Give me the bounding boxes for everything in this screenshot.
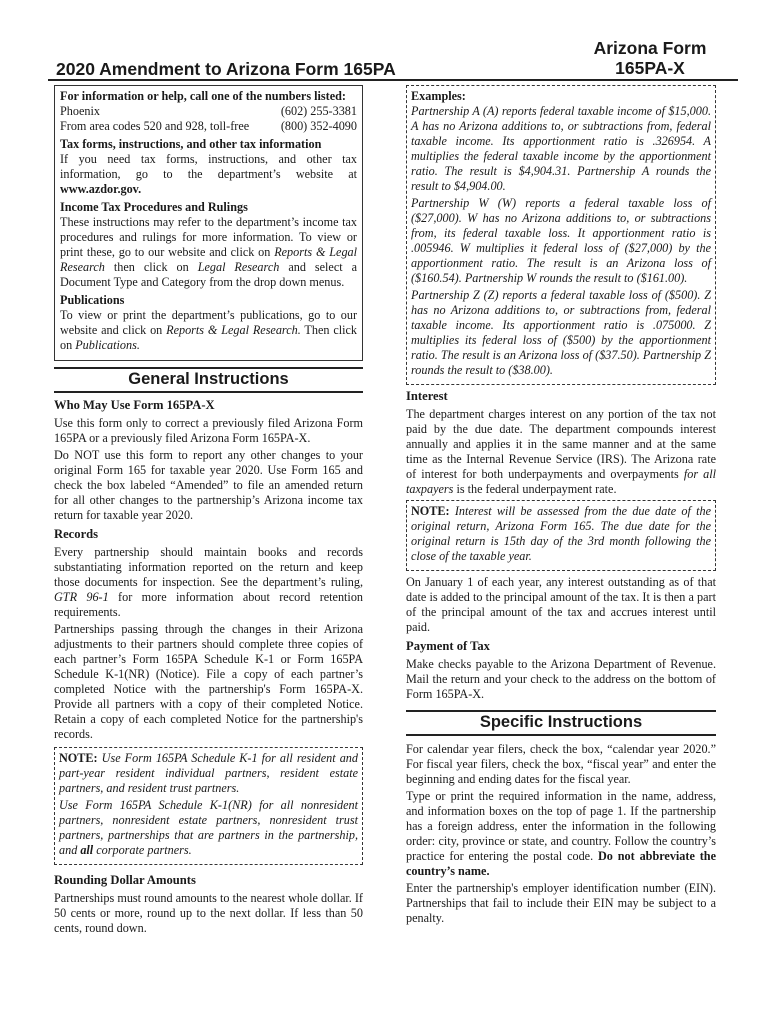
rulings-heading: Income Tax Procedures and Rulings — [60, 200, 248, 214]
records-p1-b: for more information about record retention requirements. — [54, 590, 364, 619]
right-column — [406, 85, 716, 928]
example-1: Partnership A (A) reports federal taxable income of $15,000. A has no Arizona additions to, or subtractions from, federal taxable income. Its apportionment ratio is .326954. A multiplies the federal taxable income by the apportionment ratio. The result is $4,904.31. Partnership A rounds the result to $4,904.00. — [411, 104, 711, 193]
interest-p1-b: is the federal underpayment rate. — [456, 482, 617, 496]
who-p2: Do NOT use this form to report any other changes to your original Form 165 for taxable year 2020. Use Form 165 and check the box labeled “Amended” to file an amended return for all other changes to the partnership’s Arizona income tax return for taxable year 2020. — [54, 448, 363, 522]
pubs-text-2: Then click on — [60, 323, 358, 352]
phoenix-number: (602) 255-3381 — [280, 104, 357, 118]
interest-note — [411, 504, 711, 564]
form-number-line2: 165PA-X — [615, 58, 685, 78]
forms-text — [60, 152, 357, 197]
area-number: (800) 352-4090 — [280, 119, 357, 133]
rounding-p: Partnerships must round amounts to the nearest whole dollar. If 50 cents or more, round up to the next dollar. If less than 50 cents, round down. — [54, 891, 363, 935]
example-2: Partnership W (W) reports a federal taxable loss of ($27,000). W has no Arizona additions to, or subtractions from, its federal taxable loss. It apportionment ratio is .005946. W multiplies it federal loss of ($27,000) by the apportionment ratio. The result is an Arizona loss of ($160.54). Partnership W rounds the result to ($161.00). — [411, 196, 711, 285]
form-title: 2020 Amendment to Arizona Form 165PA — [56, 59, 396, 79]
who-heading: Who May Use Form 165PA-X — [54, 398, 215, 412]
specific-p2 — [406, 789, 716, 879]
interest-heading: Interest — [406, 389, 448, 403]
records-heading: Records — [54, 527, 99, 541]
k1-note-all: all — [80, 843, 94, 857]
k1-note-label: NOTE: — [59, 751, 98, 765]
form-number — [580, 38, 720, 78]
k1-note-p2 — [59, 798, 358, 858]
examples-heading: Examples: — [411, 89, 466, 103]
payment-heading: Payment of Tax — [406, 639, 490, 653]
pubs-text — [60, 308, 357, 353]
forms-heading: Tax forms, instructions, and other tax information — [60, 137, 322, 151]
left-column — [54, 85, 363, 938]
k1-note-p1-text: Use Form 165PA Schedule K-1 for all resident and part-year resident individual partners, resident estate partners, and resident trust partners. — [59, 751, 358, 795]
forms-text-body: If you need tax forms, instructions, and other tax information, go to the department’s website at — [60, 152, 357, 181]
rulings-text — [60, 215, 357, 290]
specific-p2-text: Type or print the required information in the name, address, and information boxes on the top of page 1. If the partnership has a foreign address, enter the information in the following order: city, province or state, and country. Follow the country’s practice for entering the postal code. — [406, 789, 716, 863]
publications-link[interactable]: Publications. — [75, 338, 140, 352]
general-instructions-title: General Instructions — [54, 367, 363, 393]
pubs-text-1: To view or print the department’s publications, go to our website and click on — [60, 308, 357, 337]
interest-p1-ital: for all taxpayers — [406, 467, 717, 496]
interest-p2: On January 1 of each year, any interest outstanding as of that date is added to the principal amount of the tax. It is then a part of the principal amount of the tax and accrues interest until paid. — [406, 575, 716, 634]
phoenix-row — [60, 104, 357, 119]
specific-p3: Enter the partnership's employer identification number (EIN). Partnerships that fail to include their EIN may be subject to a penalty. — [406, 881, 716, 925]
form-number-line1: Arizona Form — [593, 38, 707, 58]
interest-note-text: Interest will be assessed from the due date of the original return, Arizona Form 165. The due date for the original return is 15th day of the 3rd month following the close of the taxable year. — [411, 504, 711, 563]
header-rule — [48, 79, 738, 81]
records-p2: Partnerships passing through the changes in their Arizona adjustments to their partners should complete three copies of each partner’s Form 165PA Schedule K-1 or Form 165PA Schedule K-1(NR) (Notice). File a copy of each partner’s completed Notice with the partnership's Form 165PA-X. Provide all partners with a copy of their completed Notice. Retain a copy of each completed Notice for the partnership's records. — [54, 622, 363, 741]
specific-p2-bold: Do not abbreviate the country’s name. — [406, 849, 716, 878]
pubs-reports-link[interactable]: Reports & Legal Research. — [166, 323, 301, 337]
payment-p: Make checks payable to the Arizona Department of Revenue. Mail the return and your check to the address on the bottom of Form 165PA-X. — [406, 657, 716, 701]
records-p1 — [54, 545, 363, 620]
area-label: From area codes 520 and 928, toll-free — [60, 119, 250, 133]
k1-note-p2-b: corporate partners. — [96, 843, 192, 857]
rounding-heading: Rounding Dollar Amounts — [54, 873, 196, 887]
gtr-link[interactable]: GTR 96-1 — [54, 590, 109, 604]
specific-instructions-title: Specific Instructions — [406, 710, 716, 736]
reports-legal-link[interactable]: Reports & Legal Research — [60, 245, 358, 274]
records-p1-a: Every partnership should maintain books and records substantiating information reported on the return and keep those documents for inspection. See the department’s ruling, — [54, 545, 363, 589]
interest-note-label: NOTE: — [411, 504, 450, 518]
rulings-text-3: and select a Document Type and Category from the drop down menus. — [60, 260, 358, 289]
who-p1: Use this form only to correct a previously filed Arizona Form 165PA or a previously filed Arizona Form 165PA-X. — [54, 416, 363, 445]
website-link[interactable]: www.azdor.gov. — [60, 182, 142, 196]
rulings-text-1: These instructions may refer to the department’s income tax procedures and rulings for more information. To view or print these, go to our website and click on — [60, 215, 357, 259]
k1-note-p1 — [59, 751, 358, 796]
interest-note-box — [406, 500, 716, 571]
interest-p1-a: The department charges interest on any portion of the tax not paid by the due date. The department compounds interest annually and applies it in the same manner and at the same time as the Internal Revenue Service (IRS). The Arizona rate of interest for both underpayments and overpayments — [406, 407, 716, 481]
k1-note-p2-a: Use Form 165PA Schedule K-1(NR) for all nonresident partners, nonresident estate partners, nonresident trust partners, partnerships that are partners in the partnership, and — [59, 798, 358, 857]
tollfree-row — [60, 119, 357, 134]
info-heading: For information or help, call one of the numbers listed: — [60, 89, 346, 103]
info-box — [54, 85, 363, 361]
rulings-text-2: then click on — [113, 260, 189, 274]
examples-box — [406, 85, 716, 385]
example-3: Partnership Z (Z) reports a federal taxable loss of ($500). Z has no Arizona additions to, or subtractions from, federal taxable income. Its apportionment ratio is .075000. Z multiplies its federal loss of ($500) by the apportionment ratio. The result is an Arizona loss of ($37.50). Partnership Z rounds the result to ($38.00). — [411, 288, 711, 377]
legal-research-link[interactable]: Legal Research — [197, 260, 280, 274]
k1-note-box — [54, 747, 363, 865]
specific-p1: For calendar year filers, check the box, “calendar year 2020.” For fiscal year filers, check the box, “fiscal year” and enter the beginning and ending dates for the fiscal year. — [406, 742, 716, 786]
interest-p1 — [406, 407, 716, 497]
pubs-heading: Publications — [60, 293, 125, 307]
phoenix-label: Phoenix — [60, 104, 100, 118]
